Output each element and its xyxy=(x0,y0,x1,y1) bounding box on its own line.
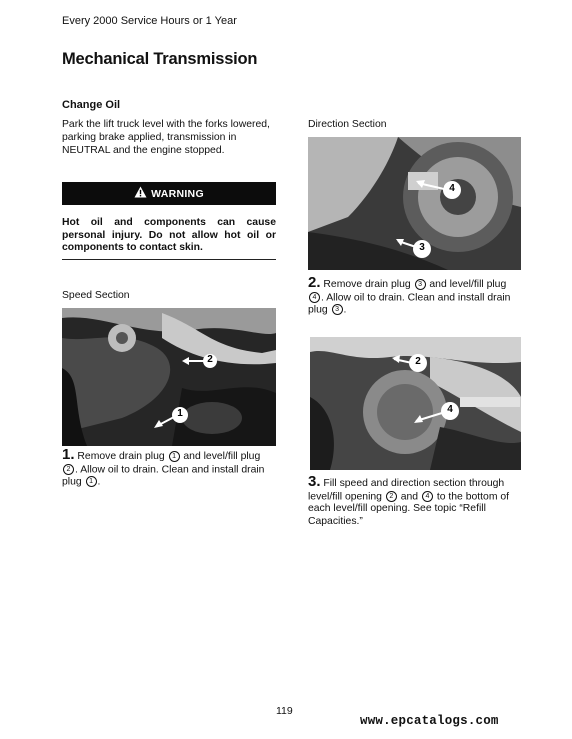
ref-circle: 1 xyxy=(86,476,97,487)
step-number: 2. xyxy=(308,274,321,291)
callout-number: 4 xyxy=(447,404,453,415)
speed-section-caption: Speed Section xyxy=(62,290,130,301)
warning-triangle-icon xyxy=(134,186,147,201)
page-number: 119 xyxy=(276,705,293,717)
callout-2-arrow xyxy=(392,353,428,373)
page-title: Mechanical Transmission xyxy=(62,50,258,68)
callout-number: 2 xyxy=(207,354,213,365)
callout-4-arrow xyxy=(414,401,460,425)
step-text: Remove drain plug xyxy=(77,451,168,462)
step-1 xyxy=(62,446,276,489)
callout-4-arrow xyxy=(416,179,462,201)
fill-opening-photo xyxy=(310,337,521,470)
callout-1-arrow xyxy=(154,406,190,430)
step-text: to the bottom of each level/fill opening. See topic “Refill Capacities.” xyxy=(308,490,510,527)
section-heading: Change Oil xyxy=(62,99,121,111)
watermark-link[interactable]: www.epcatalogs.com xyxy=(360,714,499,728)
step-text: Fill speed and direction section through level/fill opening xyxy=(308,478,505,502)
step-text: . Allow oil to drain. Clean and install drain plug xyxy=(308,291,511,316)
speed-section-photo xyxy=(62,308,276,446)
ref-circle: 3 xyxy=(415,279,426,290)
step-text: and level/fill plug xyxy=(426,279,507,290)
callout-3-arrow xyxy=(396,237,432,259)
ref-circle: 4 xyxy=(422,491,433,502)
direction-section-photo xyxy=(308,137,521,270)
step-2 xyxy=(308,274,521,317)
step-number: 3. xyxy=(308,473,321,490)
step-text: and xyxy=(397,490,421,502)
callout-number: 2 xyxy=(415,356,421,367)
ref-circle: 4 xyxy=(309,292,320,303)
warning-banner xyxy=(62,182,276,205)
running-header: Every 2000 Service Hours or 1 Year xyxy=(62,15,237,27)
direction-section-caption: Direction Section xyxy=(308,119,387,130)
step-text: and level/fill plug xyxy=(180,451,261,462)
warning-label: WARNING xyxy=(151,187,204,200)
step-text: . xyxy=(343,304,347,316)
step-3 xyxy=(308,473,521,528)
callout-number: 3 xyxy=(419,242,425,253)
step-text: Remove drain plug xyxy=(323,279,414,290)
intro-paragraph: Park the lift truck level with the forks lowered, parking brake applied, transmission in NEUTRAL and the engine stopped. xyxy=(62,119,270,156)
divider xyxy=(62,259,276,260)
step-text: . Allow oil to drain. Clean and install drain plug xyxy=(62,463,265,488)
callout-number: 1 xyxy=(177,408,183,419)
callout-2-arrow xyxy=(182,354,218,368)
step-number: 1. xyxy=(62,446,75,463)
warning-text: Hot oil and components can cause personal injury. Do not allow hot oil or components to contact skin. xyxy=(62,217,276,253)
step-text: . xyxy=(97,476,101,488)
ref-circle: 3 xyxy=(332,304,343,315)
ref-circle: 2 xyxy=(386,491,397,502)
callout-number: 4 xyxy=(449,183,455,194)
ref-circle: 1 xyxy=(169,451,180,462)
ref-circle: 2 xyxy=(63,464,74,475)
